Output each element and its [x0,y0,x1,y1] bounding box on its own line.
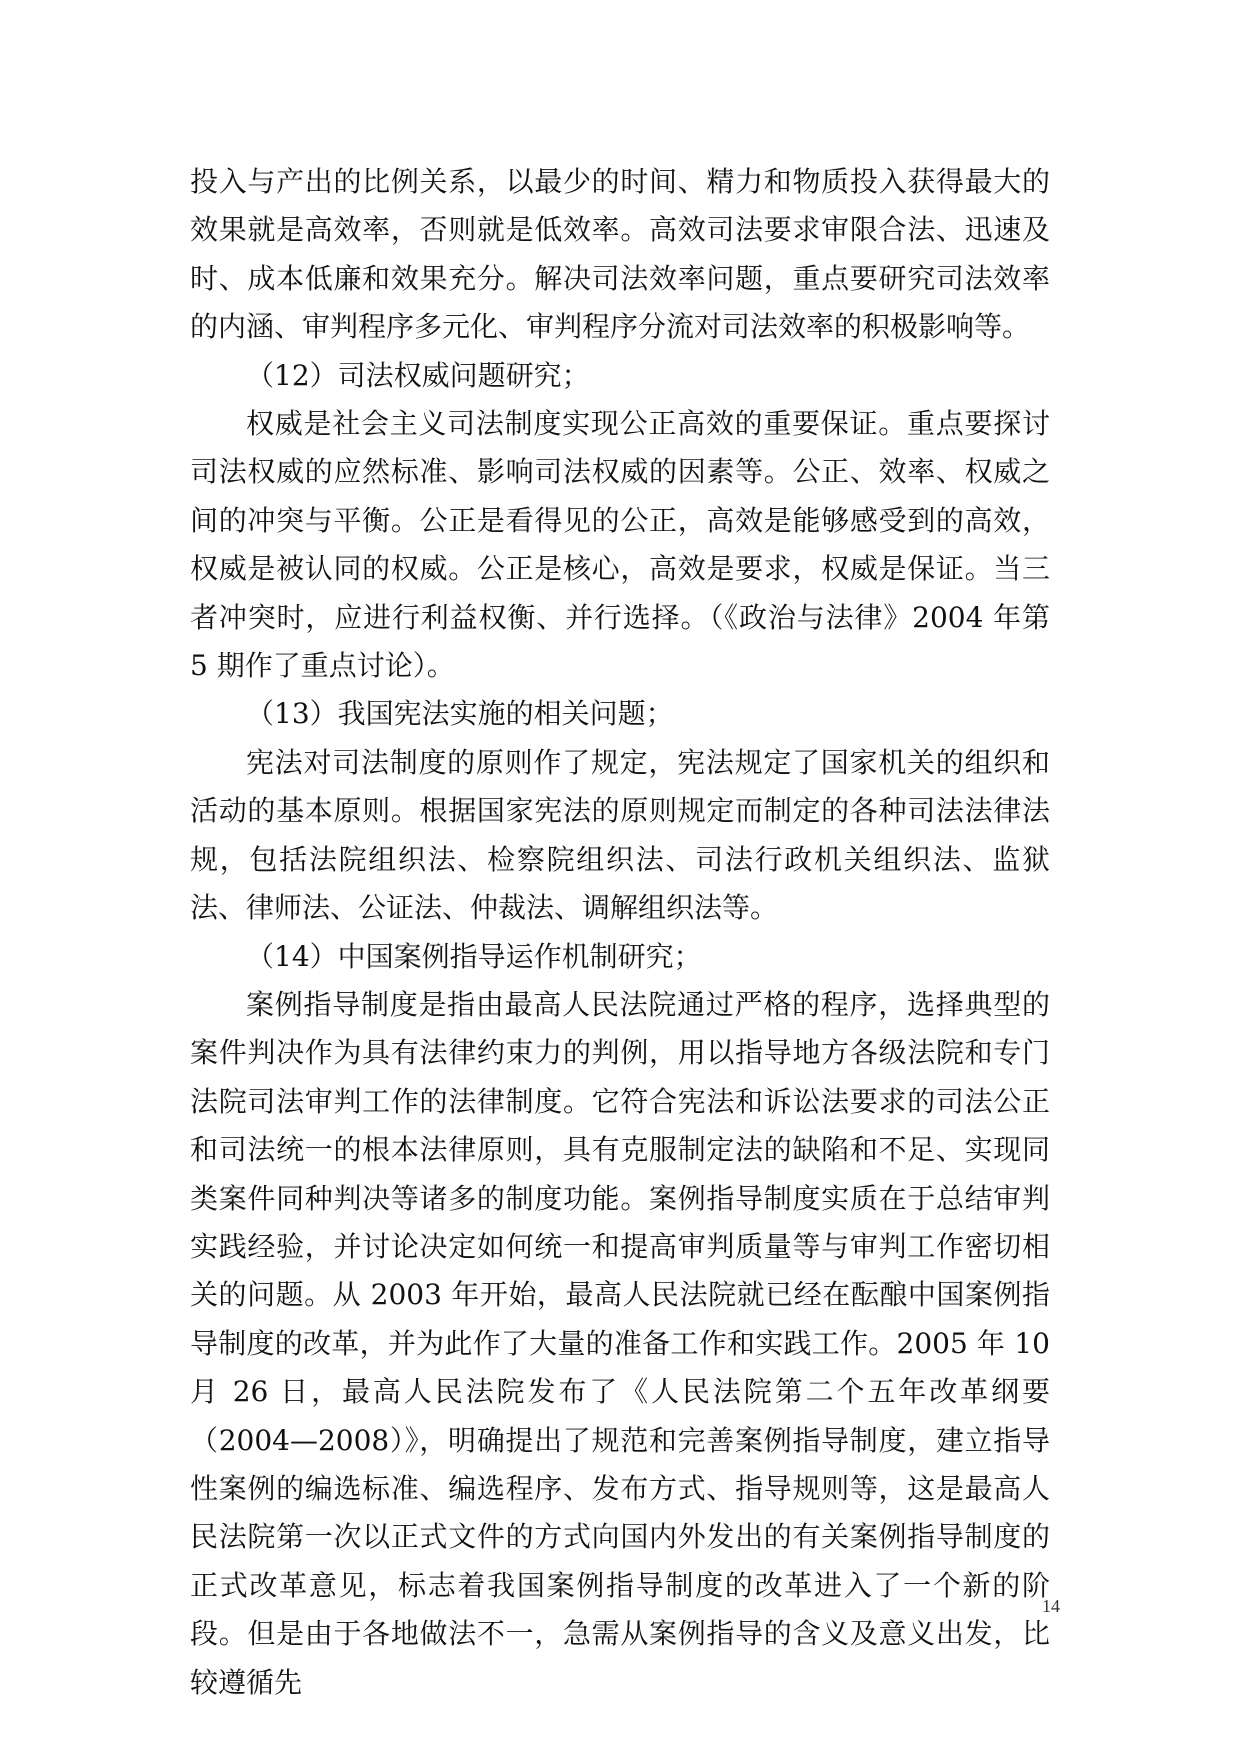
paragraph-case-guidance: 案例指导制度是指由最高人民法院通过严格的程序，选择典型的案件判决作为具有法律约束力的判例，用以指导地方各级法院和专门法院司法审判工作的法律制度。它符合宪法和诉讼法要求的司法公正和司法统一的根本法律原则，具有克服制定法的缺陷和不足、实现同类案件同种判决等诸多的制度功能。案例指导制度实质在于总结审判实践经验，并讨论决定如何统一和提高审判质量等与审判工作密切相关的问题。从 2003 年开始，最高人民法院就已经在酝酿中国案例指导制度的改革，并为此作了大量的准备工作和实践工作。2005 年 10 月 26 日，最高人民法院发布了《人民法院第二个五年改革纲要（2004—2008）》，明确提出了规范和完善案例指导制度，建立指导性案例的编选标准、编选程序、发布方式、指导规则等，这是最高人民法院第一次以正式文件的方式向国内外发出的有关案例指导制度的正式改革意见，标志着我国案例指导制度的改革进入了一个新的阶段。但是由于各地做法不一，急需从案例指导的含义及意义出发，比较遵循先 [190,987,1050,1699]
paragraph-constitution: 宪法对司法制度的原则作了规定，宪法规定了国家机关的组织和活动的基本原则。根据国家宪法的原则规定而制定的各种司法法律法规，包括法院组织法、检察院组织法、司法行政机关组织法、监狱法、律师法、公证法、仲裁法、调解组织法等。 [190,745,1050,925]
section-heading-14: （14）中国案例指导运作机制研究； [246,939,702,973]
paragraph-judicial-authority: 权威是社会主义司法制度实现公正高效的重要保证。重点要探讨司法权威的应然标准、影响司法权威的因素等。公正、效率、权威之间的冲突与平衡。公正是看得见的公正，高效是能够感受到的高效，权威是被认同的权威。公正是核心，高效是要求，权威是保证。当三者冲突时，应进行利益权衡、并行选择。（《政治与法律》2004 年第 5 期作了重点讨论）。 [190,407,1050,683]
section-heading-13: （13）我国宪法实施的相关问题； [246,697,674,731]
section-heading-12: （12）司法权威问题研究； [246,358,590,392]
page-number: 14 [1042,1596,1060,1616]
paragraph-efficiency-continuation: 投入与产出的比例关系，以最少的时间、精力和物质投入获得最大的效果就是高效率，否则就是低效率。高效司法要求审限合法、迅速及时、成本低廉和效果充分。解决司法效率问题，重点要研究司法效率的内涵、审判程序多元化、审判程序分流对司法效率的积极影响等。 [190,165,1050,344]
document-body [190,158,1050,1707]
